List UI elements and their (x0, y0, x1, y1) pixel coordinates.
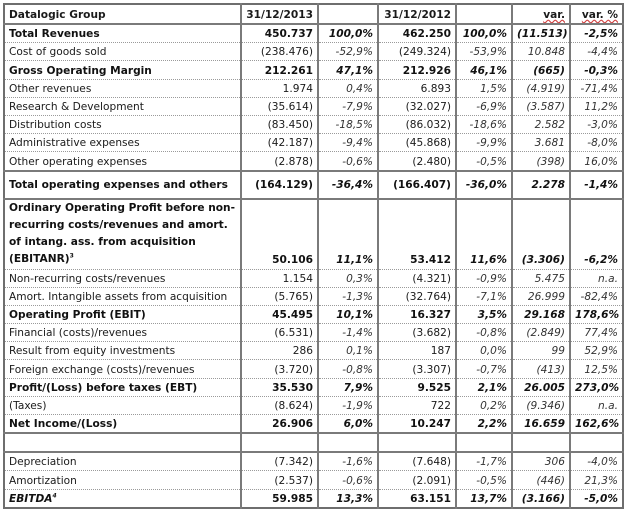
pct-2012: -0,5% (456, 471, 512, 489)
value-2013: (5.765) (241, 287, 318, 305)
value-2012: (166.407) (378, 171, 456, 199)
variance: (2.849) (512, 324, 570, 342)
variance: (398) (512, 152, 570, 171)
value-2012: 722 (378, 396, 456, 414)
table-row (4, 79, 623, 97)
table-row (4, 43, 623, 61)
table-row (4, 378, 623, 396)
variance: (9.346) (512, 396, 570, 414)
value-2013: 1.154 (241, 269, 318, 287)
variance-pct: 16,0% (570, 152, 623, 171)
row-label: Foreign exchange (costs)/revenues (4, 360, 241, 378)
value-2012 (378, 433, 456, 452)
table-row (4, 342, 623, 360)
pct-2012: 0,2% (456, 396, 512, 414)
header-2013-pct (318, 4, 378, 24)
table-header-row (4, 4, 623, 24)
pct-2012: 100,0% (456, 24, 512, 43)
variance-pct: -3,0% (570, 115, 623, 133)
pct-2013: -1,3% (318, 287, 378, 305)
pct-2013: 47,1% (318, 61, 378, 79)
variance: 2.278 (512, 171, 570, 199)
variance: (413) (512, 360, 570, 378)
variance-pct: 21,3% (570, 471, 623, 489)
row-label: Cost of goods sold (4, 43, 241, 61)
pct-2013: -9,4% (318, 134, 378, 152)
value-2012: 63.151 (378, 489, 456, 508)
value-2013: (83.450) (241, 115, 318, 133)
row-label: Gross Operating Margin (4, 61, 241, 79)
pct-2012: -36,0% (456, 171, 512, 199)
pct-2013: -1,9% (318, 396, 378, 414)
table-row (4, 452, 623, 471)
variance-pct: 178,6% (570, 305, 623, 323)
pct-2013: -36,4% (318, 171, 378, 199)
header-2012-pct (456, 4, 512, 24)
header-label: Datalogic Group (4, 4, 241, 24)
variance-pct (570, 433, 623, 452)
value-2013: (35.614) (241, 97, 318, 115)
pct-2012: -0,7% (456, 360, 512, 378)
pct-2012: 1,5% (456, 79, 512, 97)
table-row (4, 489, 623, 508)
value-2012: 212.926 (378, 61, 456, 79)
variance: 5.475 (512, 269, 570, 287)
variance: (11.513) (512, 24, 570, 43)
value-2012: (2.480) (378, 152, 456, 171)
value-2012: (32.027) (378, 97, 456, 115)
pct-2012: 11,6% (456, 199, 512, 270)
value-2013: 286 (241, 342, 318, 360)
income-statement-table (3, 3, 624, 509)
pct-2013: -52,9% (318, 43, 378, 61)
row-label: Result from equity investments (4, 342, 241, 360)
value-2013: (238.476) (241, 43, 318, 61)
variance-pct: -4,0% (570, 452, 623, 471)
pct-2013 (318, 433, 378, 452)
pct-2012: -1,7% (456, 452, 512, 471)
pct-2013: 0,1% (318, 342, 378, 360)
pct-2013: -7,9% (318, 97, 378, 115)
footnote-marker: 4 (52, 492, 57, 500)
value-2012: 6.893 (378, 79, 456, 97)
variance-pct: -5,0% (570, 489, 623, 508)
row-label: Non-recurring costs/revenues (4, 269, 241, 287)
value-2012: 16.327 (378, 305, 456, 323)
row-label: Total Revenues (4, 24, 241, 43)
row-label: Other operating expenses (4, 152, 241, 171)
variance: 99 (512, 342, 570, 360)
table-row (4, 396, 623, 414)
variance-pct: 12,5% (570, 360, 623, 378)
variance-pct: n.a. (570, 269, 623, 287)
variance-pct: -4,4% (570, 43, 623, 61)
row-label: Administrative expenses (4, 134, 241, 152)
value-2013: 50.106 (241, 199, 318, 270)
pct-2012: -18,6% (456, 115, 512, 133)
value-2013: 450.737 (241, 24, 318, 43)
variance-pct: -0,3% (570, 61, 623, 79)
value-2012: (3.682) (378, 324, 456, 342)
value-2013: 45.495 (241, 305, 318, 323)
pct-2013: -0,6% (318, 152, 378, 171)
variance: (3.587) (512, 97, 570, 115)
value-2013 (241, 433, 318, 452)
row-label-text: Ordinary Operating Profit before non-recurring costs/revenues and amort. of intang. ass. from acquisition (EBITANR) (9, 201, 235, 265)
row-label (4, 433, 241, 452)
table-row (4, 305, 623, 323)
pct-2012 (456, 433, 512, 452)
value-2012: (7.648) (378, 452, 456, 471)
variance-pct: -6,2% (570, 199, 623, 270)
value-2013: (8.624) (241, 396, 318, 414)
pct-2012: 3,5% (456, 305, 512, 323)
value-2013: (3.720) (241, 360, 318, 378)
variance-pct: n.a. (570, 396, 623, 414)
row-label-text: EBITDA (9, 492, 53, 505)
value-2012: 462.250 (378, 24, 456, 43)
value-2013: 26.906 (241, 415, 318, 434)
pct-2012: 0,0% (456, 342, 512, 360)
variance: (4.919) (512, 79, 570, 97)
pct-2013: -0,6% (318, 471, 378, 489)
pct-2013: -1,6% (318, 452, 378, 471)
header-var-pct (570, 4, 623, 24)
variance: 2.582 (512, 115, 570, 133)
row-label: Depreciation (4, 452, 241, 471)
pct-2012: 2,2% (456, 415, 512, 434)
row-label: Distribution costs (4, 115, 241, 133)
value-2013: (2.537) (241, 471, 318, 489)
table-row (4, 97, 623, 115)
header-2012: 31/12/2012 (378, 4, 456, 24)
variance: (446) (512, 471, 570, 489)
variance: (665) (512, 61, 570, 79)
value-2012: 53.412 (378, 199, 456, 270)
table-row (4, 360, 623, 378)
variance-pct: -71,4% (570, 79, 623, 97)
pct-2012: -53,9% (456, 43, 512, 61)
value-2013: (42.187) (241, 134, 318, 152)
variance: 10.848 (512, 43, 570, 61)
row-label: Net Income/(Loss) (4, 415, 241, 434)
variance: (3.166) (512, 489, 570, 508)
value-2012: 9.525 (378, 378, 456, 396)
pct-2013: -0,8% (318, 360, 378, 378)
table-row (4, 115, 623, 133)
variance-pct: -82,4% (570, 287, 623, 305)
header-2013: 31/12/2013 (241, 4, 318, 24)
table-row (4, 471, 623, 489)
value-2013: (2.878) (241, 152, 318, 171)
pct-2013: -18,5% (318, 115, 378, 133)
pct-2012: -0,9% (456, 269, 512, 287)
variance: 29.168 (512, 305, 570, 323)
pct-2013: 100,0% (318, 24, 378, 43)
pct-2012: 2,1% (456, 378, 512, 396)
pct-2013: 13,3% (318, 489, 378, 508)
table-row (4, 287, 623, 305)
table-row-spacer (4, 433, 623, 452)
pct-2013: 11,1% (318, 199, 378, 270)
row-label: Amortization (4, 471, 241, 489)
row-label: Amort. Intangible assets from acquisition (4, 287, 241, 305)
table-row (4, 171, 623, 199)
value-2013: 35.530 (241, 378, 318, 396)
variance-pct: 52,9% (570, 342, 623, 360)
variance (512, 433, 570, 452)
pct-2012: 46,1% (456, 61, 512, 79)
value-2012: (4.321) (378, 269, 456, 287)
value-2013: (164.129) (241, 171, 318, 199)
table-row (4, 269, 623, 287)
row-label: Profit/(Loss) before taxes (EBT) (4, 378, 241, 396)
variance-pct: -8,0% (570, 134, 623, 152)
pct-2013: 10,1% (318, 305, 378, 323)
pct-2013: 6,0% (318, 415, 378, 434)
row-label: Total operating expenses and others (4, 171, 241, 199)
table-row (4, 134, 623, 152)
variance: (3.306) (512, 199, 570, 270)
variance-pct: 162,6% (570, 415, 623, 434)
value-2012: (2.091) (378, 471, 456, 489)
value-2012: 10.247 (378, 415, 456, 434)
pct-2012: -9,9% (456, 134, 512, 152)
table-row (4, 24, 623, 43)
footnote-marker: 3 (69, 251, 74, 259)
row-label (4, 489, 241, 508)
value-2012: (3.307) (378, 360, 456, 378)
pct-2012: -7,1% (456, 287, 512, 305)
row-label: Financial (costs)/revenues (4, 324, 241, 342)
variance: 306 (512, 452, 570, 471)
row-label: (Taxes) (4, 396, 241, 414)
variance: 16.659 (512, 415, 570, 434)
value-2012: (249.324) (378, 43, 456, 61)
row-label: Research & Development (4, 97, 241, 115)
value-2012: (45.868) (378, 134, 456, 152)
variance: 3.681 (512, 134, 570, 152)
variance-pct: -2,5% (570, 24, 623, 43)
pct-2012: -6,9% (456, 97, 512, 115)
row-label: Other revenues (4, 79, 241, 97)
pct-2013: -1,4% (318, 324, 378, 342)
value-2013: 1.974 (241, 79, 318, 97)
variance: 26.999 (512, 287, 570, 305)
pct-2012: -0,5% (456, 152, 512, 171)
value-2013: (7.342) (241, 452, 318, 471)
variance-pct: 11,2% (570, 97, 623, 115)
table-row (4, 324, 623, 342)
pct-2013: 0,4% (318, 79, 378, 97)
table-row (4, 61, 623, 79)
value-2013: (6.531) (241, 324, 318, 342)
value-2012: (32.764) (378, 287, 456, 305)
pct-2012: 13,7% (456, 489, 512, 508)
variance-pct: 77,4% (570, 324, 623, 342)
table-row (4, 199, 623, 270)
table-row (4, 415, 623, 434)
value-2013: 212.261 (241, 61, 318, 79)
variance: 26.005 (512, 378, 570, 396)
income-statement-sheet (3, 3, 624, 509)
header-var (512, 4, 570, 24)
pct-2013: 7,9% (318, 378, 378, 396)
value-2013: 59.985 (241, 489, 318, 508)
header-var-text: var. (543, 9, 565, 21)
pct-2013: 0,3% (318, 269, 378, 287)
header-var-pct-text: var. % (581, 9, 618, 21)
row-label (4, 199, 241, 270)
value-2012: (86.032) (378, 115, 456, 133)
row-label: Operating Profit (EBIT) (4, 305, 241, 323)
value-2012: 187 (378, 342, 456, 360)
variance-pct: -1,4% (570, 171, 623, 199)
variance-pct: 273,0% (570, 378, 623, 396)
pct-2012: -0,8% (456, 324, 512, 342)
table-row (4, 152, 623, 171)
